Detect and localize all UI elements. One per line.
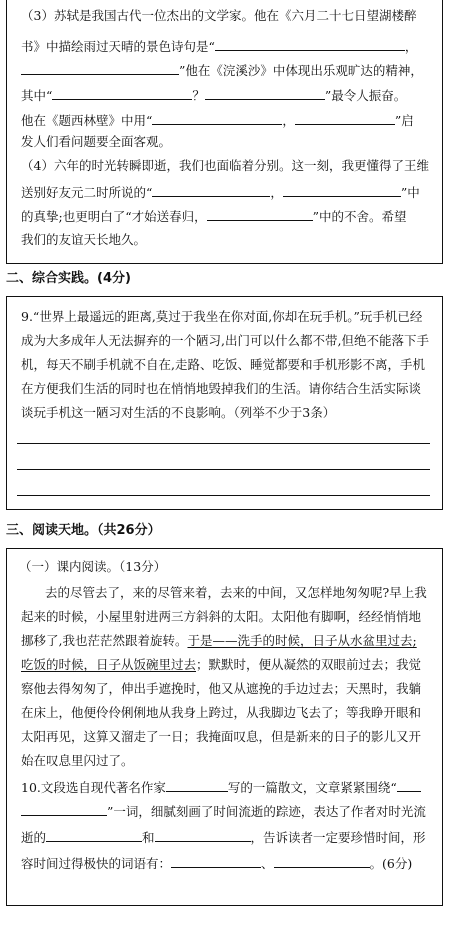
answer-blank[interactable] <box>295 110 395 125</box>
answer-line-2[interactable] <box>17 469 430 470</box>
passage-line-3: 挪移了,我也茫茫然跟着旋转。于是——洗手的时候，日子从水盆里过去; <box>21 633 417 648</box>
q3-line-5: 他在《题西林壁》中用“ ， ”启 <box>21 110 434 131</box>
passage-line-2: 起来的时候，小屋里射进两三方斜斜的太阳。太阳他有脚啊，经经悄悄地 <box>21 609 422 624</box>
q10-line-4: 容时间过得极快的词语有： 、 。(6分) <box>21 853 434 874</box>
q10-line-1: 10.文段选自现代著名作家 写的一篇散文，文章紧紧围绕“ <box>21 777 434 798</box>
underlined-sentence: 吃饭的时候，日子从饭碗里过去 <box>21 657 197 672</box>
answer-blank[interactable] <box>52 85 192 100</box>
q3-line-1: （3）苏轼是我国古代一位杰出的文学家。他在《六月二十七日望湖楼醉 <box>21 8 417 23</box>
section-2-title: 二、综合实践。(4分) <box>6 271 131 286</box>
q9-line-3: 机，每天不刷手机就不自在,走路、吃饭、睡觉都要和手机形影不离，手机 <box>21 357 425 372</box>
q4-line-1: （4）六年的时光转瞬即逝，我们也面临着分别。这一刻，我更懂得了王维 <box>21 158 429 173</box>
poetry-fill-box <box>6 0 443 264</box>
answer-blank[interactable] <box>283 182 401 197</box>
answer-blank[interactable] <box>155 827 251 842</box>
q3-line-2: 书》中描绘雨过天晴的景色诗句是“ ， <box>21 36 434 57</box>
q3-line-6: 发人们看问题要全面客观。 <box>21 134 172 149</box>
passage-line-6: 在床上，他便伶伶俐俐地从我身上跨过，从我脚边飞去了；等我睁开眼和 <box>21 705 422 720</box>
section-3-title: 三、阅读天地。（共26分） <box>6 523 161 538</box>
answer-blank[interactable] <box>171 853 261 868</box>
answer-line-3[interactable] <box>17 495 430 496</box>
underlined-sentence: 于是——洗手的时候，日子从水盆里过去; <box>187 633 417 648</box>
answer-blank[interactable] <box>152 182 270 197</box>
q4-line-2: 送别好友元二时所说的“ ， ”中 <box>21 182 434 203</box>
passage-line-4: 吃饭的时候，日子从饭碗里过去；默默时，便从凝然的双眼前过去；我觉 <box>21 657 422 672</box>
passage-line-5: 察他去得匆匆了，伸出手遮挽时，他又从遮挽的手边过去；天黑时，我躺 <box>21 681 422 696</box>
answer-blank[interactable] <box>21 60 179 75</box>
answer-blank[interactable] <box>397 777 421 792</box>
q9-line-2: 成为大多成年人无法摒弃的一个陋习,出门可以什么都不带,但绝不能落下手 <box>21 333 429 348</box>
q4-line-4: 我们的友谊天长地久。 <box>21 232 147 247</box>
q10-line-3: 逝的 和 ，告诉读者一定要珍惜时间，形 <box>21 827 434 848</box>
passage-line-7: 太阳再见，这算又溜走了一日；我掩面叹息，但是新来的日子的影儿又开 <box>21 729 422 744</box>
reading-header: （一）课内阅读。（13分） <box>19 559 167 574</box>
practice-box <box>6 296 443 510</box>
q9-line-1: 9.“世界上最遥远的距离,莫过于我坐在你对面,你却在玩手机。”玩手机已经 <box>21 309 423 324</box>
answer-blank[interactable] <box>207 206 313 221</box>
q10-line-2: ”一词，细腻刻画了时间流逝的踪迹，表达了作者对时光流 <box>21 801 434 822</box>
passage-line-1: 去的尽管去了，来的尽管来着，去来的中间，又怎样地匆匆呢?早上我 <box>45 585 427 600</box>
answer-blank[interactable] <box>274 853 370 868</box>
passage-line-8: 始在叹息里闪过了。 <box>21 753 134 768</box>
q3-line-3: ”他在《浣溪沙》中体现出乐观旷达的精神， <box>21 60 434 81</box>
answer-blank[interactable] <box>21 801 107 816</box>
reading-box <box>6 548 443 906</box>
answer-blank[interactable] <box>166 777 228 792</box>
answer-blank[interactable] <box>46 827 142 842</box>
q9-line-4: 在方便我们生活的同时也在悄悄地毁掉我们的生活。请你结合生活实际谈 <box>21 381 422 396</box>
answer-blank[interactable] <box>205 85 325 100</box>
q3-line-4: 其中“ ？ ”最令人振奋。 <box>21 85 434 106</box>
answer-blank[interactable] <box>152 110 282 125</box>
answer-blank[interactable] <box>215 36 405 51</box>
answer-line-1[interactable] <box>17 443 430 444</box>
q4-line-3: 的真挚;也更明白了“才始送春归， ”中的不舍。希望 <box>21 206 434 227</box>
q9-line-5: 谈玩手机这一陋习对生活的不良影响。（列举不少于3条） <box>21 405 336 420</box>
